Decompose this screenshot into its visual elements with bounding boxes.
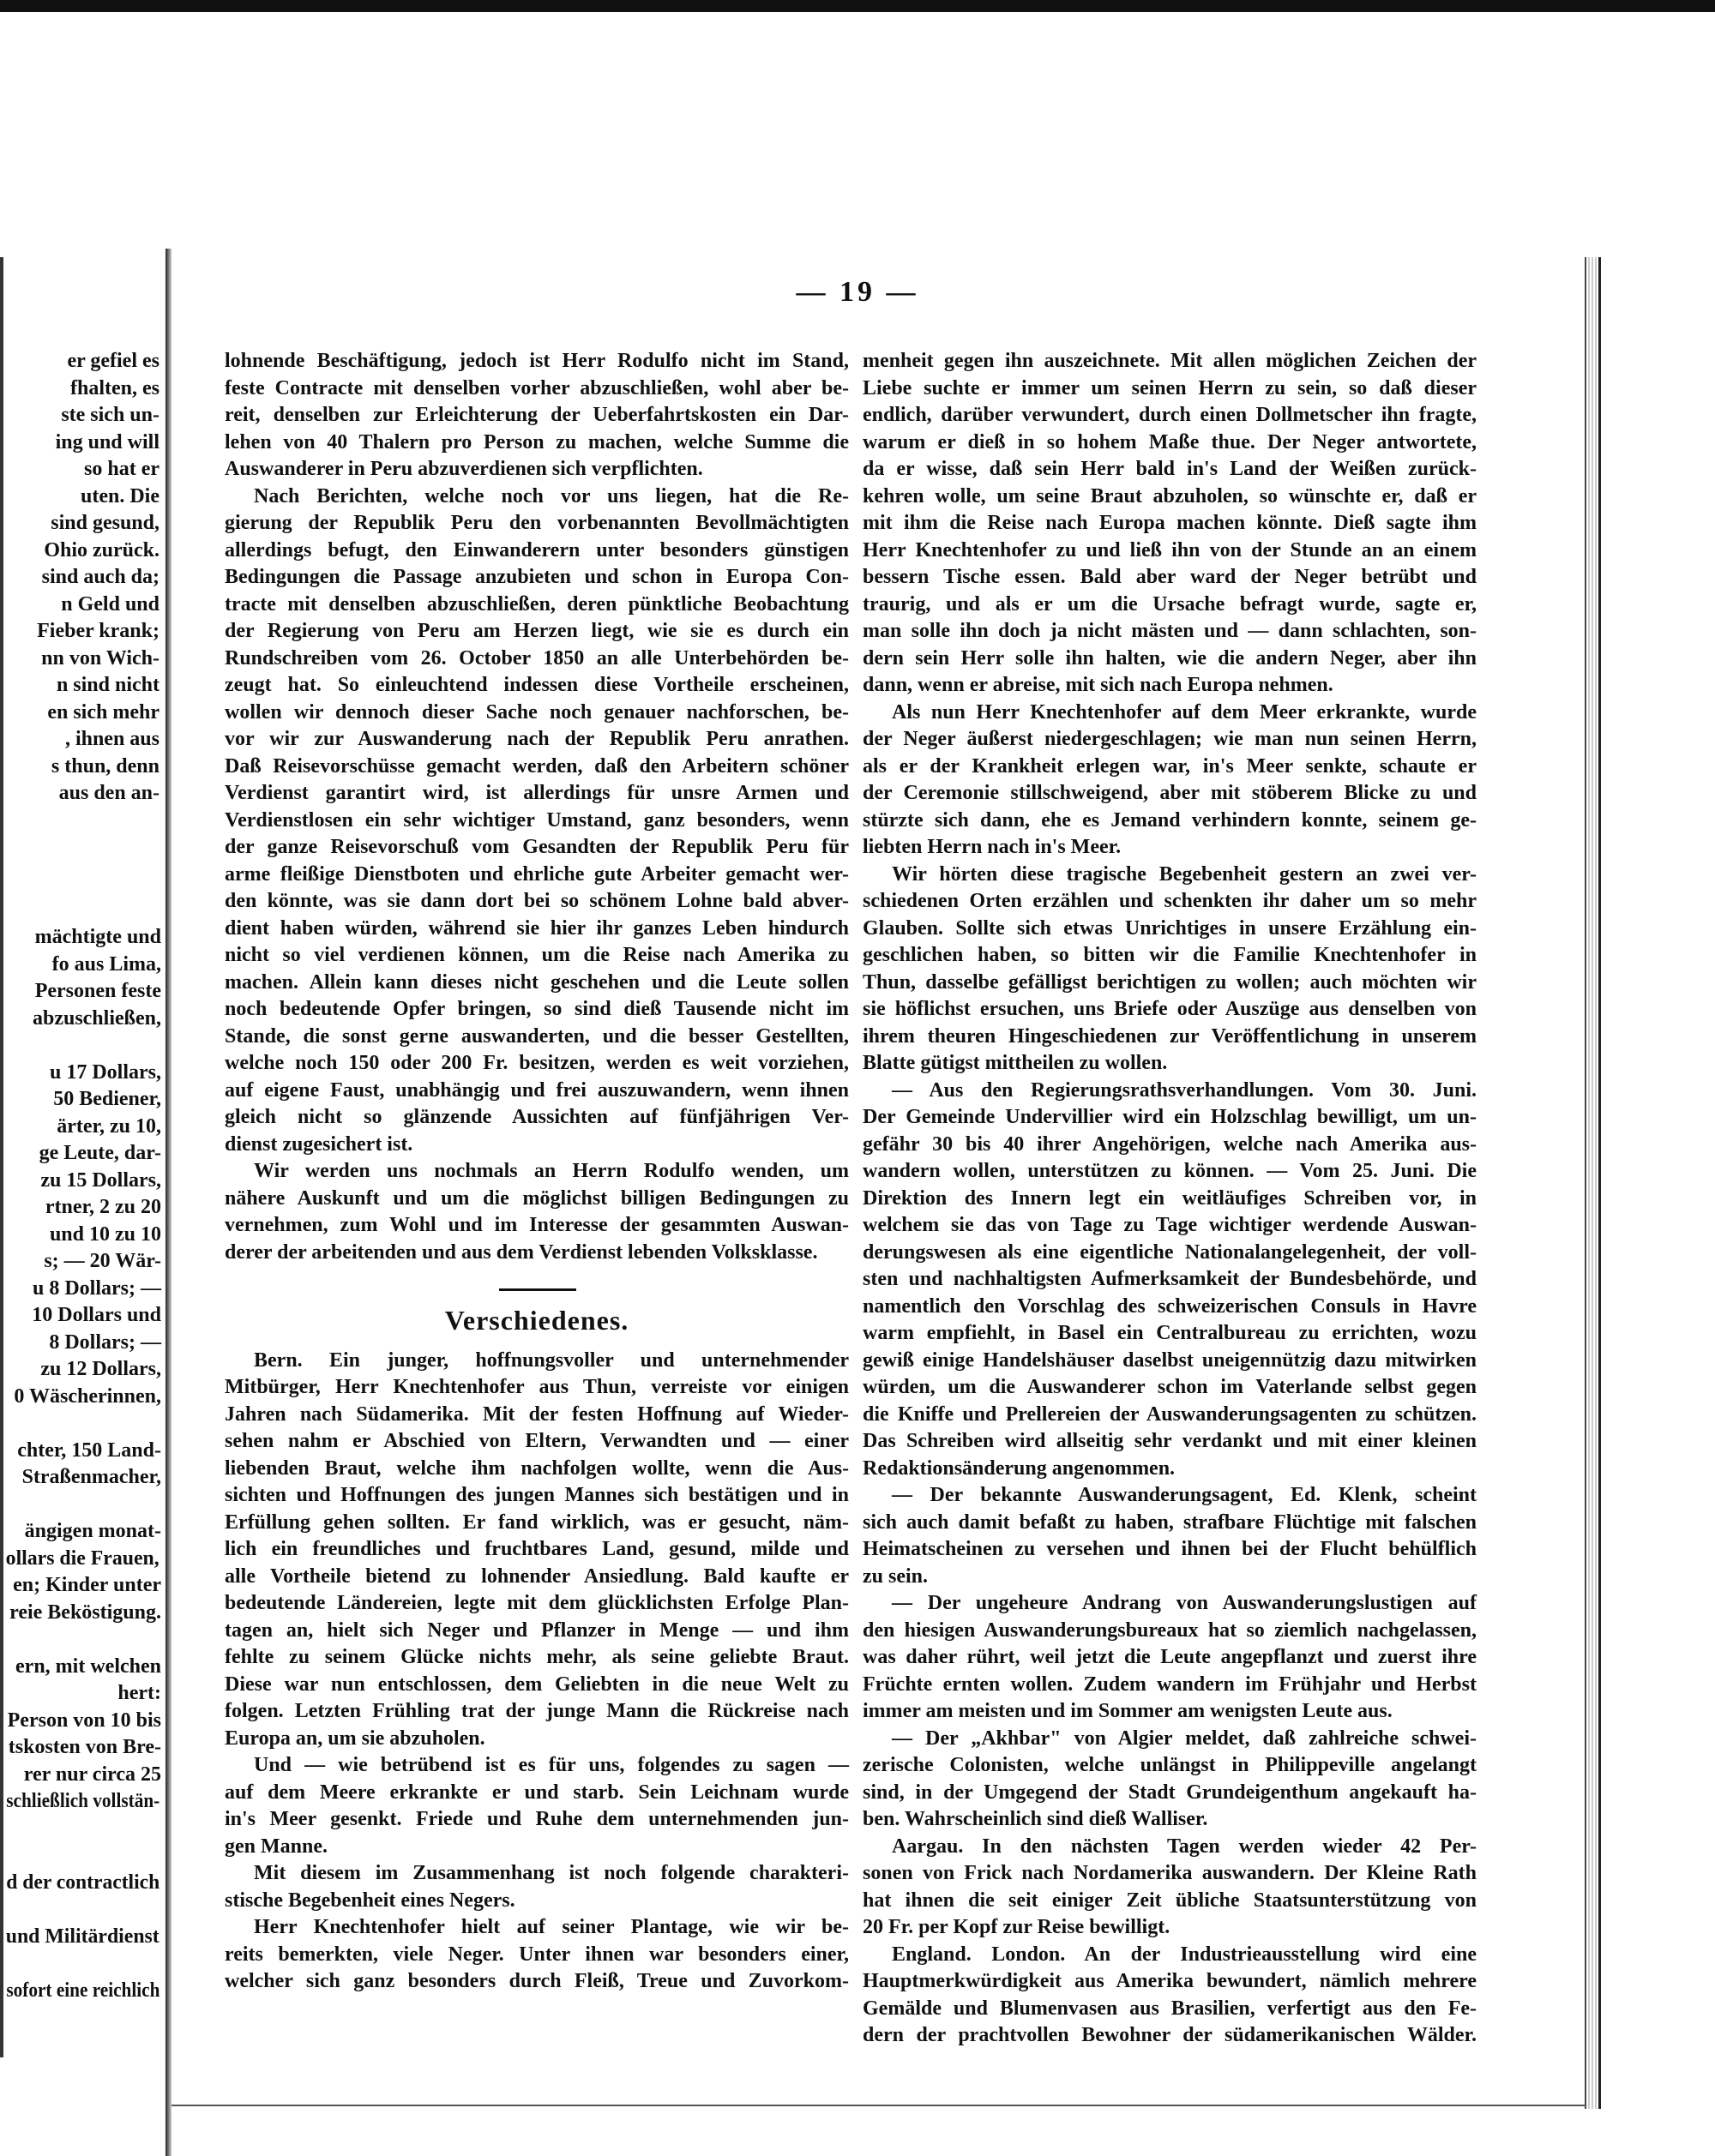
verschiedenes-articles (225, 1348, 849, 1996)
text-line (7, 1626, 161, 1654)
text-line: so hat er (84, 458, 159, 480)
text-line: rtner, 2 zu 20 (45, 1196, 161, 1218)
text-line: Stande, die sonst gerne auswanderten, und die besser Gestellten, (225, 1024, 849, 1048)
text-line: wandern wollen, unterstützen zu können. — Vom 25. Juni. Die (863, 1160, 1477, 1182)
text-line: , ihnen aus (64, 728, 159, 750)
text-line: Thun, dasselbe gefälligst berichtigen zu wollen; auch möchten wir (863, 970, 1477, 994)
text-line: Das Schreiben wird allseitig sehr verdankt und mit einer kleinen (863, 1430, 1477, 1452)
text-line: folgen. Letzten Frühling trat der junge Mann die Rückreise nach (225, 1700, 849, 1722)
text-line (7, 1842, 161, 1870)
text-line: ärter, zu 10, (57, 1114, 161, 1138)
middle-column (225, 348, 849, 1996)
rodulfo-article (225, 348, 849, 1266)
text-line: welche noch 150 oder 200 Fr. besitzen, werden es weit vorziehen, (225, 1052, 849, 1074)
text-line: reits bemerkten, viele Neger. Unter ihnen war besonders einer, (225, 1943, 849, 1966)
text-line: immer am meisten und im Sommer am wenigsten Leute aus. (863, 1700, 1393, 1722)
text-line: liebten Herrn nach in's Meer. (863, 836, 1122, 858)
text-line: Erfüllung gehen sollten. Er fand wirklich, was er gesucht, näm- (225, 1510, 849, 1534)
section-divider (225, 1266, 849, 1294)
text-line: stische Begebenheit eines Negers. (225, 1889, 515, 1912)
text-line: mit ihm die Reise nach Europa machen könnte. Dieß sagte ihm (863, 512, 1477, 534)
text-line: chter, 150 Land- (17, 1438, 161, 1462)
text-line (7, 1492, 161, 1519)
text-line: — Der „Akhbar" von Algier meldet, daß zahlreiche schwei- (892, 1727, 1477, 1750)
text-line: Wir hörten diese tragische Begebenheit gestern an zwei ver- (892, 862, 1477, 886)
text-line: sind auch da; (41, 566, 159, 588)
text-line: Verdienst garantirt wird, ist allerdings für unsre Armen und (225, 782, 849, 804)
text-line: ben. Wahrscheinlich sind dieß Walliser. (863, 1808, 1208, 1830)
text-line: hat ihnen die seit einiger Zeit übliche Staatsunterstützung von (863, 1889, 1477, 1912)
page-fold-shadow (165, 249, 172, 2156)
text-line: 8 Dollars; — (49, 1330, 161, 1354)
section-heading: Verschiedenes. (444, 1304, 629, 1336)
text-line: zeugt hat. So einleuchtend indessen diese Vortheile erscheinen, (225, 674, 849, 696)
text-line: 50 Bediener, (53, 1088, 161, 1110)
page-bottom-edge (172, 2105, 1586, 2106)
text-line: Gemälde und Blumenvasen aus Brasilien, verfertigt aus den Fe- (863, 1997, 1477, 2020)
text-line: n sind nicht (56, 674, 159, 696)
text-line: zu 15 Dollars, (40, 1168, 161, 1192)
text-line: ste sich un- (61, 404, 159, 426)
text-line: menheit gegen ihn auszeichnete. Mit allen möglichen Zeichen der (863, 350, 1477, 372)
right-column (863, 348, 1477, 2050)
text-line: derungswesen als eine eigentliche Nationalangelegenheit, der voll- (863, 1240, 1477, 1264)
text-line: lehen von 40 Thalern pro Person zu machen, welche Summe die (225, 430, 849, 453)
text-line: Nach Berichten, welche noch vor uns liegen, hat die Re- (254, 484, 849, 507)
text-line: wollen wir dennoch dieser Sache noch genauer nachforschen, be- (225, 700, 849, 724)
text-line (7, 1032, 161, 1060)
text-line: n Geld und (61, 592, 159, 616)
text-line: welcher sich ganz besonders durch Fleiß, Treue und Zuvorkom- (225, 1970, 849, 1992)
text-line: endlich, darüber verwundert, durch einen Dollmetscher ihn fragte, (863, 404, 1477, 426)
text-line: auf dem Meere erkrankte er und starb. Sein Leichnam wurde (225, 1781, 849, 1804)
text-line: nicht so viel verdienen können, um die Reise nach Amerika zu (225, 944, 849, 966)
text-line: und Militärdienst (6, 1925, 160, 1948)
text-line: dient haben würden, während sie hier ihr ganzes Leben hindurch (225, 916, 849, 940)
text-line: mächtigte und (34, 926, 161, 948)
text-line: en sich mehr (47, 700, 159, 724)
text-line: Ohio zurück. (44, 538, 159, 562)
text-line: der ganze Reisevorschuß vom Gesandten der Republik Peru für (225, 836, 849, 858)
text-line: auf eigene Faust, unabhängig und frei auszuwandern, wenn ihnen (225, 1078, 849, 1102)
text-line: noch bedeutende Opfer bringen, so sind dieß Tausende nicht im (225, 998, 849, 1020)
text-line: welchem sie das von Tage zu Tage wichtiger werdende Auswan- (863, 1214, 1477, 1236)
text-line: en; Kinder unter (13, 1574, 161, 1596)
text-line: abzuschließen, (32, 1006, 161, 1030)
text-line: namentlich den Vorschlag des schweizerischen Consuls in Havre (863, 1294, 1477, 1318)
text-line: Liebe suchte er immer um seinen Herrn zu sein, so daß dieser (863, 376, 1477, 399)
text-line: Herr Knechtenhofer zu und ließ ihn von der Stunde an an einem (863, 538, 1477, 562)
text-line: 20 Fr. per Kopf zur Reise bewilligt. (863, 1916, 1170, 1938)
text-line: Herr Knechtenhofer hielt auf seiner Plantage, wie wir be- (254, 1916, 849, 1938)
text-line: Europa an, um sie abzuholen. (225, 1727, 485, 1750)
text-line: reit, denselben zur Erleichterung der Ueberfahrtskosten ein Dar- (225, 404, 849, 426)
text-line: Diese war nun entschlossen, dem Geliebten in die neue Welt zu (225, 1673, 849, 1696)
text-line: Rundschreiben vom 26. October 1850 an alle Unterbehörden be- (225, 646, 849, 670)
text-line: Mitbürger, Herr Knechtenhofer aus Thun, verreiste vor einigen (225, 1376, 849, 1398)
text-line: den hiesigen Auswanderungsbureaux hat so ziemlich nachgelassen, (863, 1619, 1477, 1642)
text-line: stürzte sich dann, ehe es Jemand verhindern konnte, seinem ge- (863, 808, 1477, 832)
text-line: gewiß einige Handelshäuser daselbst uneigennützig dazu mitwirken (863, 1348, 1477, 1372)
page-number: — 19 — (796, 276, 919, 308)
text-line: derer der arbeitenden und aus dem Verdienst lebenden Volksklasse. (225, 1240, 818, 1264)
text-line: u 8 Dollars; — (33, 1276, 161, 1300)
text-line: nn von Wich- (41, 646, 159, 670)
text-line: sie höflichst ersuchen, uns Briefe oder Auszüge aus denselben von (863, 998, 1477, 1020)
text-line: alle Vortheile bietend zu lohnender Ansiedlung. Bald kaufte er (225, 1564, 849, 1588)
text-line: der Ceremonie stillschweigend, aber mit stöberem Blicke zu und (863, 782, 1477, 804)
text-line: liebenden Braut, welche ihm nachfolgen wollte, wenn die Aus- (225, 1456, 849, 1480)
text-line: — Der bekannte Auswanderungsagent, Ed. Klenk, scheint (892, 1484, 1477, 1506)
text-line: er gefiel es (67, 350, 159, 372)
text-line: s; — 20 Wär- (44, 1250, 161, 1272)
text-line (7, 1816, 161, 1843)
text-line: Bern. Ein junger, hoffnungsvoller und unternehmender (254, 1348, 849, 1372)
text-line: den könnte, was sie dann dort bei so schönem Lohne bald abver- (225, 890, 849, 912)
text-line: d der contractlich (6, 1871, 160, 1894)
text-line: lich ein freundliches und fruchtbares Land, gesund, milde und (225, 1538, 849, 1560)
text-line: ing und will (55, 430, 159, 453)
text-line: warum er dieß in so hohem Maße thue. Der Neger antwortete, (863, 430, 1477, 453)
text-line: sehen nahm er Abschied von Eltern, Verwandten und — einer (225, 1430, 849, 1452)
scan-left-edge (0, 257, 3, 2057)
text-line: nähere Auskunft und um die möglichst billigen Bedingungen zu (225, 1186, 849, 1210)
text-line: rer nur circa 25 (23, 1763, 161, 1786)
left-page-fragment-bottom (7, 924, 161, 2004)
text-line: kehren wolle, um seine Braut abzuholen, so wünschte er, daß er (863, 484, 1477, 507)
text-line: Personen feste (34, 980, 161, 1002)
text-line: vernehmen, zum Wohl und im Interesse der gesammten Auswan- (225, 1214, 849, 1236)
text-line: — Der ungeheure Andrang von Auswanderungslustigen auf (892, 1592, 1477, 1614)
text-line: Heimatscheinen zu versehen und ihnen bei der Flucht behülflich (863, 1538, 1477, 1560)
text-line: würden, um die Auswanderer schon im Vaterlande selbst gegen (863, 1376, 1477, 1398)
text-line: England. London. An der Industrieausstellung wird eine (892, 1943, 1477, 1966)
text-line: Wir werden uns nochmals an Herrn Rodulfo wenden, um (254, 1160, 849, 1182)
text-line: Blatte gütigst mittheilen zu wollen. (863, 1052, 1168, 1074)
text-line: dern sein Herr solle ihn halten, wie die andern Neger, aber ihn (863, 646, 1477, 670)
text-line: geschlichen haben, so bitten wir die Familie Knechtenhofer in (863, 944, 1477, 966)
text-line: gleich nicht so glänzende Aussichten auf fünfjährigen Ver- (225, 1106, 849, 1128)
text-line: der Neger äußerst niedergeschlagen; wie man nun seinen Herrn, (863, 728, 1477, 750)
text-line: — Aus den Regierungsrathsverhandlungen. Vom 30. Juni. (892, 1078, 1477, 1102)
text-line (7, 1410, 161, 1438)
text-line: u 17 Dollars, (49, 1060, 161, 1084)
text-line: als er der Krankheit erlegen war, in's Meer senkte, schaute er (863, 754, 1477, 778)
text-line: Jahren nach Südamerika. Mit der festen Hoffnung auf Wieder- (225, 1402, 849, 1426)
text-line: fo aus Lima, (51, 952, 161, 976)
text-line: dienst zugesichert ist. (225, 1132, 413, 1156)
text-line: sichten und Hoffnungen des jungen Mannes sich bestätigen und in (225, 1484, 849, 1506)
text-line: bedeutende Ländereien, legte mit dem glücklichsten Erfolge Plan- (225, 1592, 849, 1614)
text-line: lohnende Beschäftigung, jedoch ist Herr Rodulfo nicht im Stand, (225, 350, 849, 372)
text-line: gen Manne. (225, 1835, 328, 1858)
text-line: 0 Wäscherinnen, (14, 1384, 161, 1408)
text-line: aus den an- (58, 782, 159, 804)
text-line: man solle ihn doch ja nicht mästen und — dann schlachten, son- (863, 620, 1477, 642)
text-line: sofort eine reichlich (6, 1979, 160, 2002)
text-line: was daher rührt, weil jetzt die Leute angepflanzt und zuerst ihre (863, 1646, 1477, 1668)
text-line: Der Gemeinde Undervillier wird ein Holzschlag bewilligt, um un- (863, 1106, 1477, 1128)
text-line: Fieber krank; (37, 620, 159, 642)
text-line: arme fleißige Dienstboten und ehrliche gute Arbeiter gemacht wer- (225, 862, 849, 886)
text-line: sind gesund, (51, 512, 159, 534)
text-line: allerdings befugt, den Einwanderern unter besonders günstigen (225, 538, 849, 562)
text-line: reie Beköstigung. (9, 1600, 161, 1624)
text-line: ihrem theuren Hingeschiedenen zur Veröffentlichung in unserem (863, 1024, 1477, 1048)
text-line: ollars die Frauen, (6, 1546, 160, 1570)
text-line: 10 Dollars und (32, 1304, 161, 1326)
text-line: Daß Reisevorschüsse gemacht werden, daß den Arbeitern schöner (225, 754, 849, 778)
text-line: Früchte ernten wollen. Zudem wandern im Frühjahr und Herbst (863, 1673, 1477, 1696)
text-line: gierung der Republik Peru den vorbenannten Bevollmächtigten (225, 512, 849, 534)
text-line (7, 1950, 161, 1978)
text-line: tskosten von Bre- (8, 1736, 161, 1758)
text-line: Und — wie betrübend ist es für uns, folgendes zu sagen — (254, 1754, 849, 1776)
text-line: tagen an, hielt sich Neger und Pflanzer in Menge — und ihm (225, 1619, 849, 1642)
text-line: die Kniffe und Prellereien der Auswanderungsagenten zu schützen. (863, 1402, 1477, 1426)
text-line: Aargau. In den nächsten Tagen werden wieder 42 Per- (892, 1835, 1477, 1858)
text-line: Redaktionsänderung angenommen. (863, 1456, 1176, 1480)
text-line: Person von 10 bis (7, 1709, 161, 1732)
text-line: sich auch damit befaßt zu haben, strafbare Flüchtige mit falschen (863, 1510, 1477, 1534)
text-line: dann, wenn er abreise, mit sich nach Europa nehmen. (863, 674, 1333, 696)
text-line: traurig, und als er um die Ursache befragt wurde, sagte er, (863, 592, 1477, 616)
text-line: der Regierung von Peru am Herzen liegt, wie sie es durch ein (225, 620, 849, 642)
text-line: Mit diesem im Zusammenhang ist noch folgende charakteri- (254, 1862, 849, 1884)
text-line: zu sein. (863, 1564, 929, 1588)
scan-top-border (0, 0, 1715, 12)
text-line (7, 1896, 161, 1924)
text-line: schließlich vollstän- (6, 1790, 160, 1812)
text-line: dern der prachtvollen Bewohner der südamerikanischen Wälder. (863, 2024, 1477, 2046)
text-line: Glauben. Sollte sich etwas Unrichtiges in unsere Erzählung ein- (863, 916, 1477, 940)
text-line: Verdienstlosen ein sehr wichtiger Umstand, ganz besonders, wenn (225, 808, 849, 832)
text-line: gefähr 30 bis 40 ihrer Angehörigen, welche nach Amerika aus- (863, 1132, 1477, 1156)
text-line: und 10 zu 10 (49, 1222, 161, 1246)
text-line: zerische Colonisten, welche unlängst in Philippeville angelangt (863, 1754, 1477, 1776)
text-line: sind, in der Umgegend der Stadt Grundeigenthum angekauft ha- (863, 1781, 1477, 1804)
text-line: zu 12 Dollars, (40, 1358, 161, 1380)
text-line: ängigen monat- (24, 1520, 161, 1542)
text-line: Als nun Herr Knechtenhofer auf dem Meer erkrankte, wurde (892, 700, 1477, 724)
left-page-fragment-top (7, 348, 159, 808)
text-line: Bedingungen die Passage anzubieten und schon in Europa Con- (225, 566, 849, 588)
page-right-edge (1585, 257, 1601, 2109)
text-line: s thun, denn (51, 754, 159, 778)
text-line: Hauptmerkwürdigkeit aus Amerika bewundert, nämlich mehrere (863, 1970, 1477, 1992)
text-line: feste Contracte mit denselben vorher abzuschließen, wohl aber be- (225, 376, 849, 399)
text-line: Auswanderer in Peru abzuverdienen sich verpflichten. (225, 458, 703, 480)
text-line: uten. Die (81, 484, 159, 507)
text-line: sonen von Frick nach Nordamerika auswandern. Der Kleine Rath (863, 1862, 1477, 1884)
text-line: hert: (117, 1682, 161, 1704)
text-line: sten und nachhaltigsten Aufmerksamkeit der Bundesbehörde, und (863, 1268, 1477, 1290)
text-line: schiedenen Orten erzählen und schenkten ihr daher um so mehr (863, 890, 1477, 912)
text-line: Straßenmacher, (21, 1466, 161, 1488)
text-line: in's Meer gesenkt. Friede und Ruhe dem unternehmenden jun- (225, 1808, 849, 1830)
text-line: ern, mit welchen (15, 1655, 161, 1678)
text-line: fehlte zu seinem Glücke nichts mehr, als seine geliebte Braut. (225, 1646, 849, 1668)
text-line: machen. Allein kann dieses nicht geschehen und die Leute sollen (225, 970, 849, 994)
text-line: fhalten, es (70, 376, 159, 399)
text-line: da er wisse, daß sein Herr bald in's Land der Weißen zurück- (863, 458, 1477, 480)
text-line: ge Leute, dar- (39, 1142, 161, 1164)
text-line: Direktion des Innern legt ein weitläufiges Schreiben vor, in (863, 1186, 1477, 1210)
text-line: warm empfiehlt, in Basel ein Centralbureau zu errichten, wozu (863, 1322, 1477, 1344)
text-line: vor wir zur Auswanderung nach der Republik Peru anrathen. (225, 728, 849, 750)
text-line: bessern Tische essen. Bald aber ward der Neger betrübt und (863, 566, 1477, 588)
text-line: tracte mit denselben abzuschließen, deren pünktliche Beobachtung (225, 592, 849, 616)
